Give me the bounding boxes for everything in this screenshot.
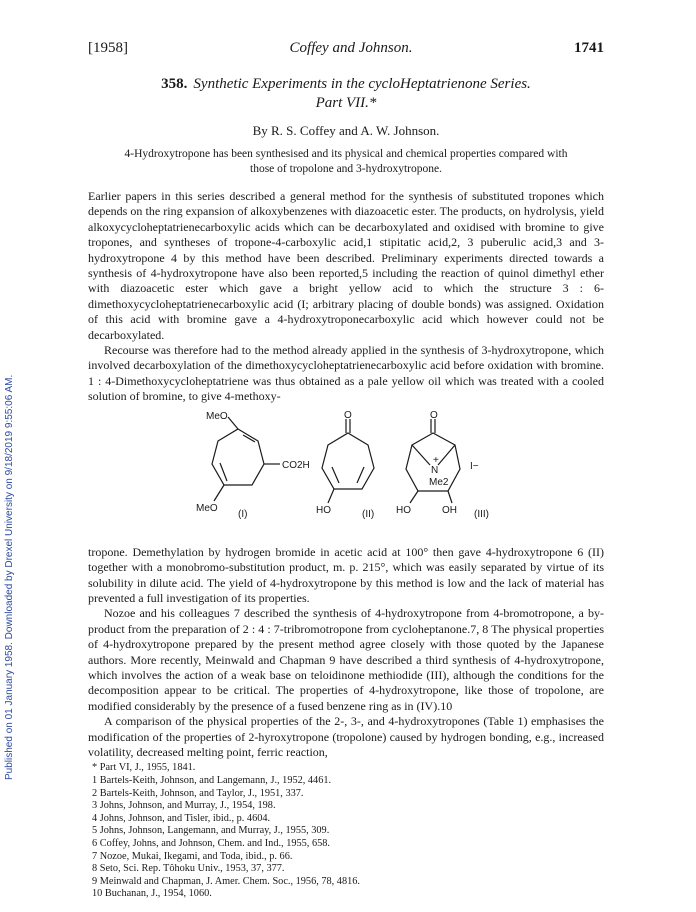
footnote: * Part VI, J., 1955, 1841. <box>92 762 196 774</box>
structure-III-bottom-right: OH <box>442 504 457 516</box>
footnote: 1 Bartels-Keith, Johnson, and Langemann, J., 1952, 4461. <box>92 774 332 786</box>
structure-I-bottom-sub: MeO <box>196 502 218 514</box>
structure-III-bottom-left: HO <box>396 504 411 516</box>
structure-I <box>212 417 280 501</box>
paragraph: tropone. Demethylation by hydrogen bromide in acetic acid at 100° then gave 4-hydroxytropone 6 (II) together with a monobromo-substitution product, m. p. 215°, which was easily separated by virtue of its solubility in dilute acid. The yield of 4-hydroxytropone by this method is low and the lack of material has prevented a full investigation of its properties. <box>88 544 604 605</box>
structure-III-n-sub: Me2 <box>429 476 449 488</box>
running-header <box>88 40 604 57</box>
chemical-structures <box>88 409 604 539</box>
paragraph: A comparison of the physical properties of the 2-, 3-, and 4-hydroxytropones (Table 1) emphasises the modification of the properties of 2-hyroxytropone (tropolone) caused by hydrogen bonding, e.g., increased volatility, decreased melting point, ferric reaction, <box>88 714 604 759</box>
paragraph: Nozoe and his colleagues 7 described the synthesis of 4-hydroxytropone from 4-bromotropone, a by-product from the preparation of 2 : 4 : 7-tribromotropone from cycloheptanone.7, 8 The physical properties of 4-hydroxytropone prepared by the present method agree closely with those quoted by the Japanese authors. More recently, Meinwald and Chapman 9 have described a third synthesis of 4-hydroxytropone, which involves the action of a weak base on teloidinone methiodide (III), although the conditions for the decomposition appear to be critical. The properties of 4-hydroxytropone, like those of tropolone, are modified considerably by the presence of a fused benzene ring as in (IV).10 <box>88 606 604 713</box>
structure-I-side-sub: CO2H <box>282 459 310 471</box>
structure-II <box>322 419 374 503</box>
structures-svg <box>88 409 604 539</box>
structure-III-n-plus: + <box>433 454 439 466</box>
footnote: 2 Bartels-Keith, Johnson, and Taylor, J., 1951, 337. <box>92 787 304 799</box>
footnote: 5 Johns, Johnson, Langemann, and Murray, J., 1955, 309. <box>92 825 330 837</box>
header-authors: Coffey and Johnson. <box>289 40 413 56</box>
article-authors: By R. S. Coffey and A. W. Johnson. <box>252 123 440 138</box>
structure-III-top-sub: O <box>430 409 438 421</box>
article-number: 358. <box>161 76 188 92</box>
paragraph: Recourse was therefore had to the method already applied in the synthesis of 3-hydroxytropone, which involved decarboxylation of the dimethoxycycloheptatrienecarboxylic acid before oxidation with bromine. 1 : 4-Dimethoxycycloheptatriene was thus obtained as a pale yellow oil which was treated with a cooled solution of bromine, to give 4-methoxy- <box>88 343 604 404</box>
article-title <box>88 75 604 113</box>
footnote: 3 Johns, Johnson, and Murray, J., 1954, 198. <box>92 800 276 812</box>
page-number: 1741 <box>574 40 604 56</box>
structure-II-top-sub: O <box>344 409 352 421</box>
structure-II-label: (II) <box>362 508 375 520</box>
footnote: 4 Johns, Johnson, and Tisler, ibid., p. 4604. <box>92 812 271 824</box>
paragraph: Earlier papers in this series described a general method for the synthesis of substituted tropones which depends on the ring expansion of alkoxybenzenes with diazoacetic ester. The products, on hydrolysis, yield alkoxycycloheptatrienecarboxylic acids which can be decarboxylated and oxidised with bromine to give tropones, and syntheses of tropone-4-carboxylic acid,1 stipitatic acid,2, 3 puberulic acid,3 and 3-hydroxytropone 4 by this method have been described. Preliminary experiments directed towards a synthesis of 4-hydroxytropone have also been reported,5 including the reaction of quinol dimethyl ether with diazoacetic ester which gave a bright yellow acid to which the structure 3 : 6-dimethoxycycloheptatrienecarboxylic acid (I; arbitrary placing of double bonds) was assigned. Oxidation of this acid with bromine gave a 4-hydroxytroponecarboxylic acid which however could not be decarboxylated. <box>88 189 604 342</box>
footnote: 6 Coffey, Johns, and Johnson, Chem. and Ind., 1955, 658. <box>92 837 330 849</box>
footnote: 10 Buchanan, J., 1954, 1060. <box>92 888 212 900</box>
article-body <box>88 189 604 760</box>
article-page <box>88 40 604 901</box>
structure-I-top-sub: MeO <box>206 410 228 422</box>
download-watermark-text: Published on 01 January 1958. Downloaded by Drexel University on 9/18/2019 9:55:06 AM. <box>4 374 15 780</box>
title-line-2: Part VII.* <box>315 95 377 111</box>
footnotes <box>88 762 604 901</box>
structure-III-counter-ion: I− <box>470 460 479 472</box>
footnote: 7 Nozoe, Mukai, Ikegami, and Toda, ibid., p. 66. <box>92 850 293 862</box>
article-abstract: 4-Hydroxytropone has been synthesised and its physical and chemical properties compared with those of tropolone and 3-hydroxytropone. <box>124 148 568 175</box>
footnote: 8 Seto, Sci. Rep. Tôhoku Univ., 1953, 37, 377. <box>92 863 285 875</box>
structure-I-label: (I) <box>238 508 248 520</box>
download-watermark <box>4 60 16 780</box>
structure-III-label: (III) <box>474 508 489 520</box>
title-line-1: Synthetic Experiments in the cycloHeptatrienone Series. <box>193 76 531 92</box>
header-year: [1958] <box>88 40 128 56</box>
structure-II-bottom-sub: HO <box>316 504 331 516</box>
footnote: 9 Meinwald and Chapman, J. Amer. Chem. Soc., 1956, 78, 4816. <box>92 875 360 887</box>
structure-III-n-label: N <box>431 464 439 476</box>
